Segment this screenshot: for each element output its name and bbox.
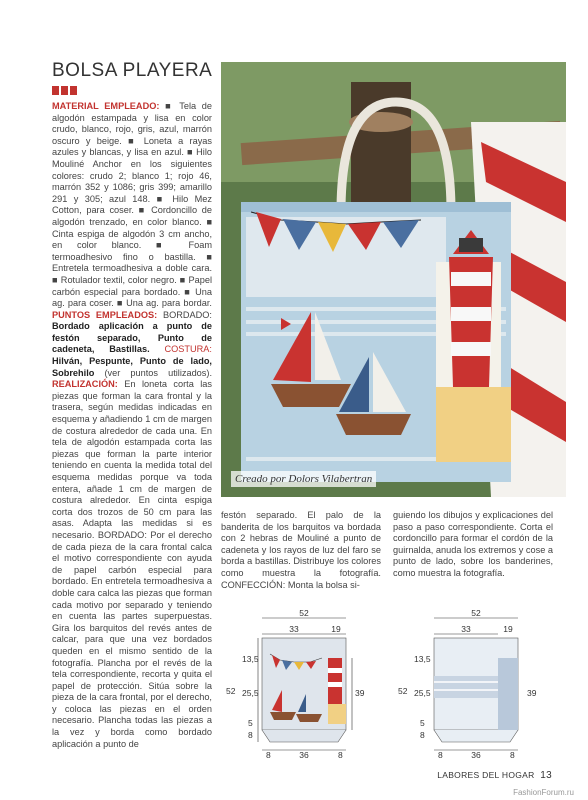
dim-bottom-8a: 8 [266, 750, 271, 760]
dim-33: 33 [289, 624, 299, 634]
page-footer [437, 770, 552, 781]
dim-39-back: 39 [527, 688, 537, 698]
dim-255: 25,5 [242, 688, 259, 698]
page-number: 13 [540, 770, 552, 781]
watermark: FashionForum.ru [513, 788, 574, 797]
magazine-name: LABORES DEL HOGAR [437, 770, 535, 780]
realizacion-heading: REALIZACIÓN: [52, 379, 118, 390]
dim-52-left: 52 [226, 686, 236, 696]
difficulty-icon [52, 84, 77, 95]
dim-bottom-8b-back: 8 [510, 750, 515, 760]
dim-top: 52 [299, 610, 309, 618]
dim-33-back: 33 [461, 624, 471, 634]
costura-text: Hilván, Pespunte, Punto de lado, Sobrehilo [52, 356, 212, 378]
material-text: ■ Tela de algodón estampada y lisa en color crudo, blanco, rojo, gris, azul, marrón oscuro y beige. ■ Loneta a rayas azules y blancas, y lisa en azul. ■ Hilo Mouliné Anchor en los siguientes colores: crudo 2; blanco 1; rojo 46, marrón 352 y 1086; gris 399; amarillo 291 y 305; azul 148. ■ Hilo Mez Cotton, para coser. ■ Cordoncillo de algodón trenzado, en color blanco. ■ Cinta espiga de algodón 3 cm ancho, en color blanco. ■ Foam termoadhesivo fino o bastilla. ■ Entretela termoadhesiva a doble cara. ■ Rotulador textil, color negro. ■ Papel carbón especial para bordado. ■ Una ag. para coser. ■ Una ag. para bordar. [52, 101, 213, 309]
page-title: BOLSA PLAYERA [52, 60, 213, 81]
dim-19: 19 [331, 624, 341, 634]
material-heading: MATERIAL EMPLEADO: [52, 101, 160, 111]
dim-19-back: 19 [503, 624, 513, 634]
dim-135: 13,5 [242, 654, 259, 664]
puntos-label: BORDADO: [162, 309, 212, 320]
text-column-2: festón separado. El palo de la banderita de los barquitos va bordada con 2 hebras de Mouliné a punto de cadeneta y los rayos de luz del faro se borda a bastillas. Distribuye los colores como muestra la fotografía. CONFECCIÓN: Monta la bolsa si- [221, 510, 381, 590]
realizacion-text: En loneta corta las piezas que forman la cara frontal y la trasera, según medidas indicadas en esquema y añadiendo 1 cm de margen de costura alrededor de cada una. En tela de algodón estampada corta las piezas que forman la parte interior teniendo en cuenta la medida total del esquema medidas porque va toda entera, añade 1 cm de margen de costura alrededor. En cinta espiga corta dos trozos de 50 cm para las asas. Adapta las medidas si es necesario. BORDADO: Por el derecho de cada pieza de la cara frontal calca el motivo correspondiente con ayuda de papel carbón especial para bordado. En entretela termoadhesiva a doble cara calca las piezas que forman cada motivo por separado y teniendo en cuenta las partes superpuestas. Gira los barquitos del revés antes de calcar, para que una vez bordados queden en el mismo sentido de la fotografía. Plancha por el revés de la tela correspondiente, recorta y quita el papel de protección. Sitúa sobre la pieza de la cara frontal, por el derecho, y coloca las piezas en el orden necesario. Plancha todas las piezas a la vez y borda como bordado aplicación a punto de [52, 379, 212, 749]
costura-label: COSTURA: [164, 344, 212, 355]
dim-39: 39 [355, 688, 365, 698]
dim-5: 5 [248, 718, 253, 728]
dim-135-back: 13,5 [414, 654, 431, 664]
text-column-3: guiendo los dibujos y explicaciones del paso a paso correspondiente. Corta el cordoncillo para formar el cordón de la guirnalda, anuda los extremos y cose a punto de lado, sobre los banderines, como muestra la fotografía. [393, 510, 553, 578]
photo-caption: Creado por Dolors Vilabertran [231, 471, 376, 487]
dim-bottom-8a-back: 8 [438, 750, 443, 760]
front-diagram [218, 610, 388, 760]
bag-photo [221, 62, 566, 497]
dim-bottom-36: 36 [299, 750, 309, 760]
dim-52-back: 52 [398, 686, 408, 696]
dim-bottom-8b: 8 [338, 750, 343, 760]
dim-5-back: 5 [420, 718, 425, 728]
dim-top-back: 52 [471, 610, 481, 618]
puntos-heading: PUNTOS EMPLEADOS: [52, 309, 158, 320]
costura-note: (ver puntos utilizados). [104, 367, 212, 378]
puntos-text: Bordado aplicación a punto de festón separado, Punto de cadeneta, Bastillas. [52, 321, 212, 355]
text-column-1 [52, 101, 212, 750]
dim-8-back: 8 [420, 730, 425, 740]
back-diagram [390, 610, 560, 760]
dim-255-back: 25,5 [414, 688, 431, 698]
dim-8-left: 8 [248, 730, 253, 740]
dim-bottom-36-back: 36 [471, 750, 481, 760]
